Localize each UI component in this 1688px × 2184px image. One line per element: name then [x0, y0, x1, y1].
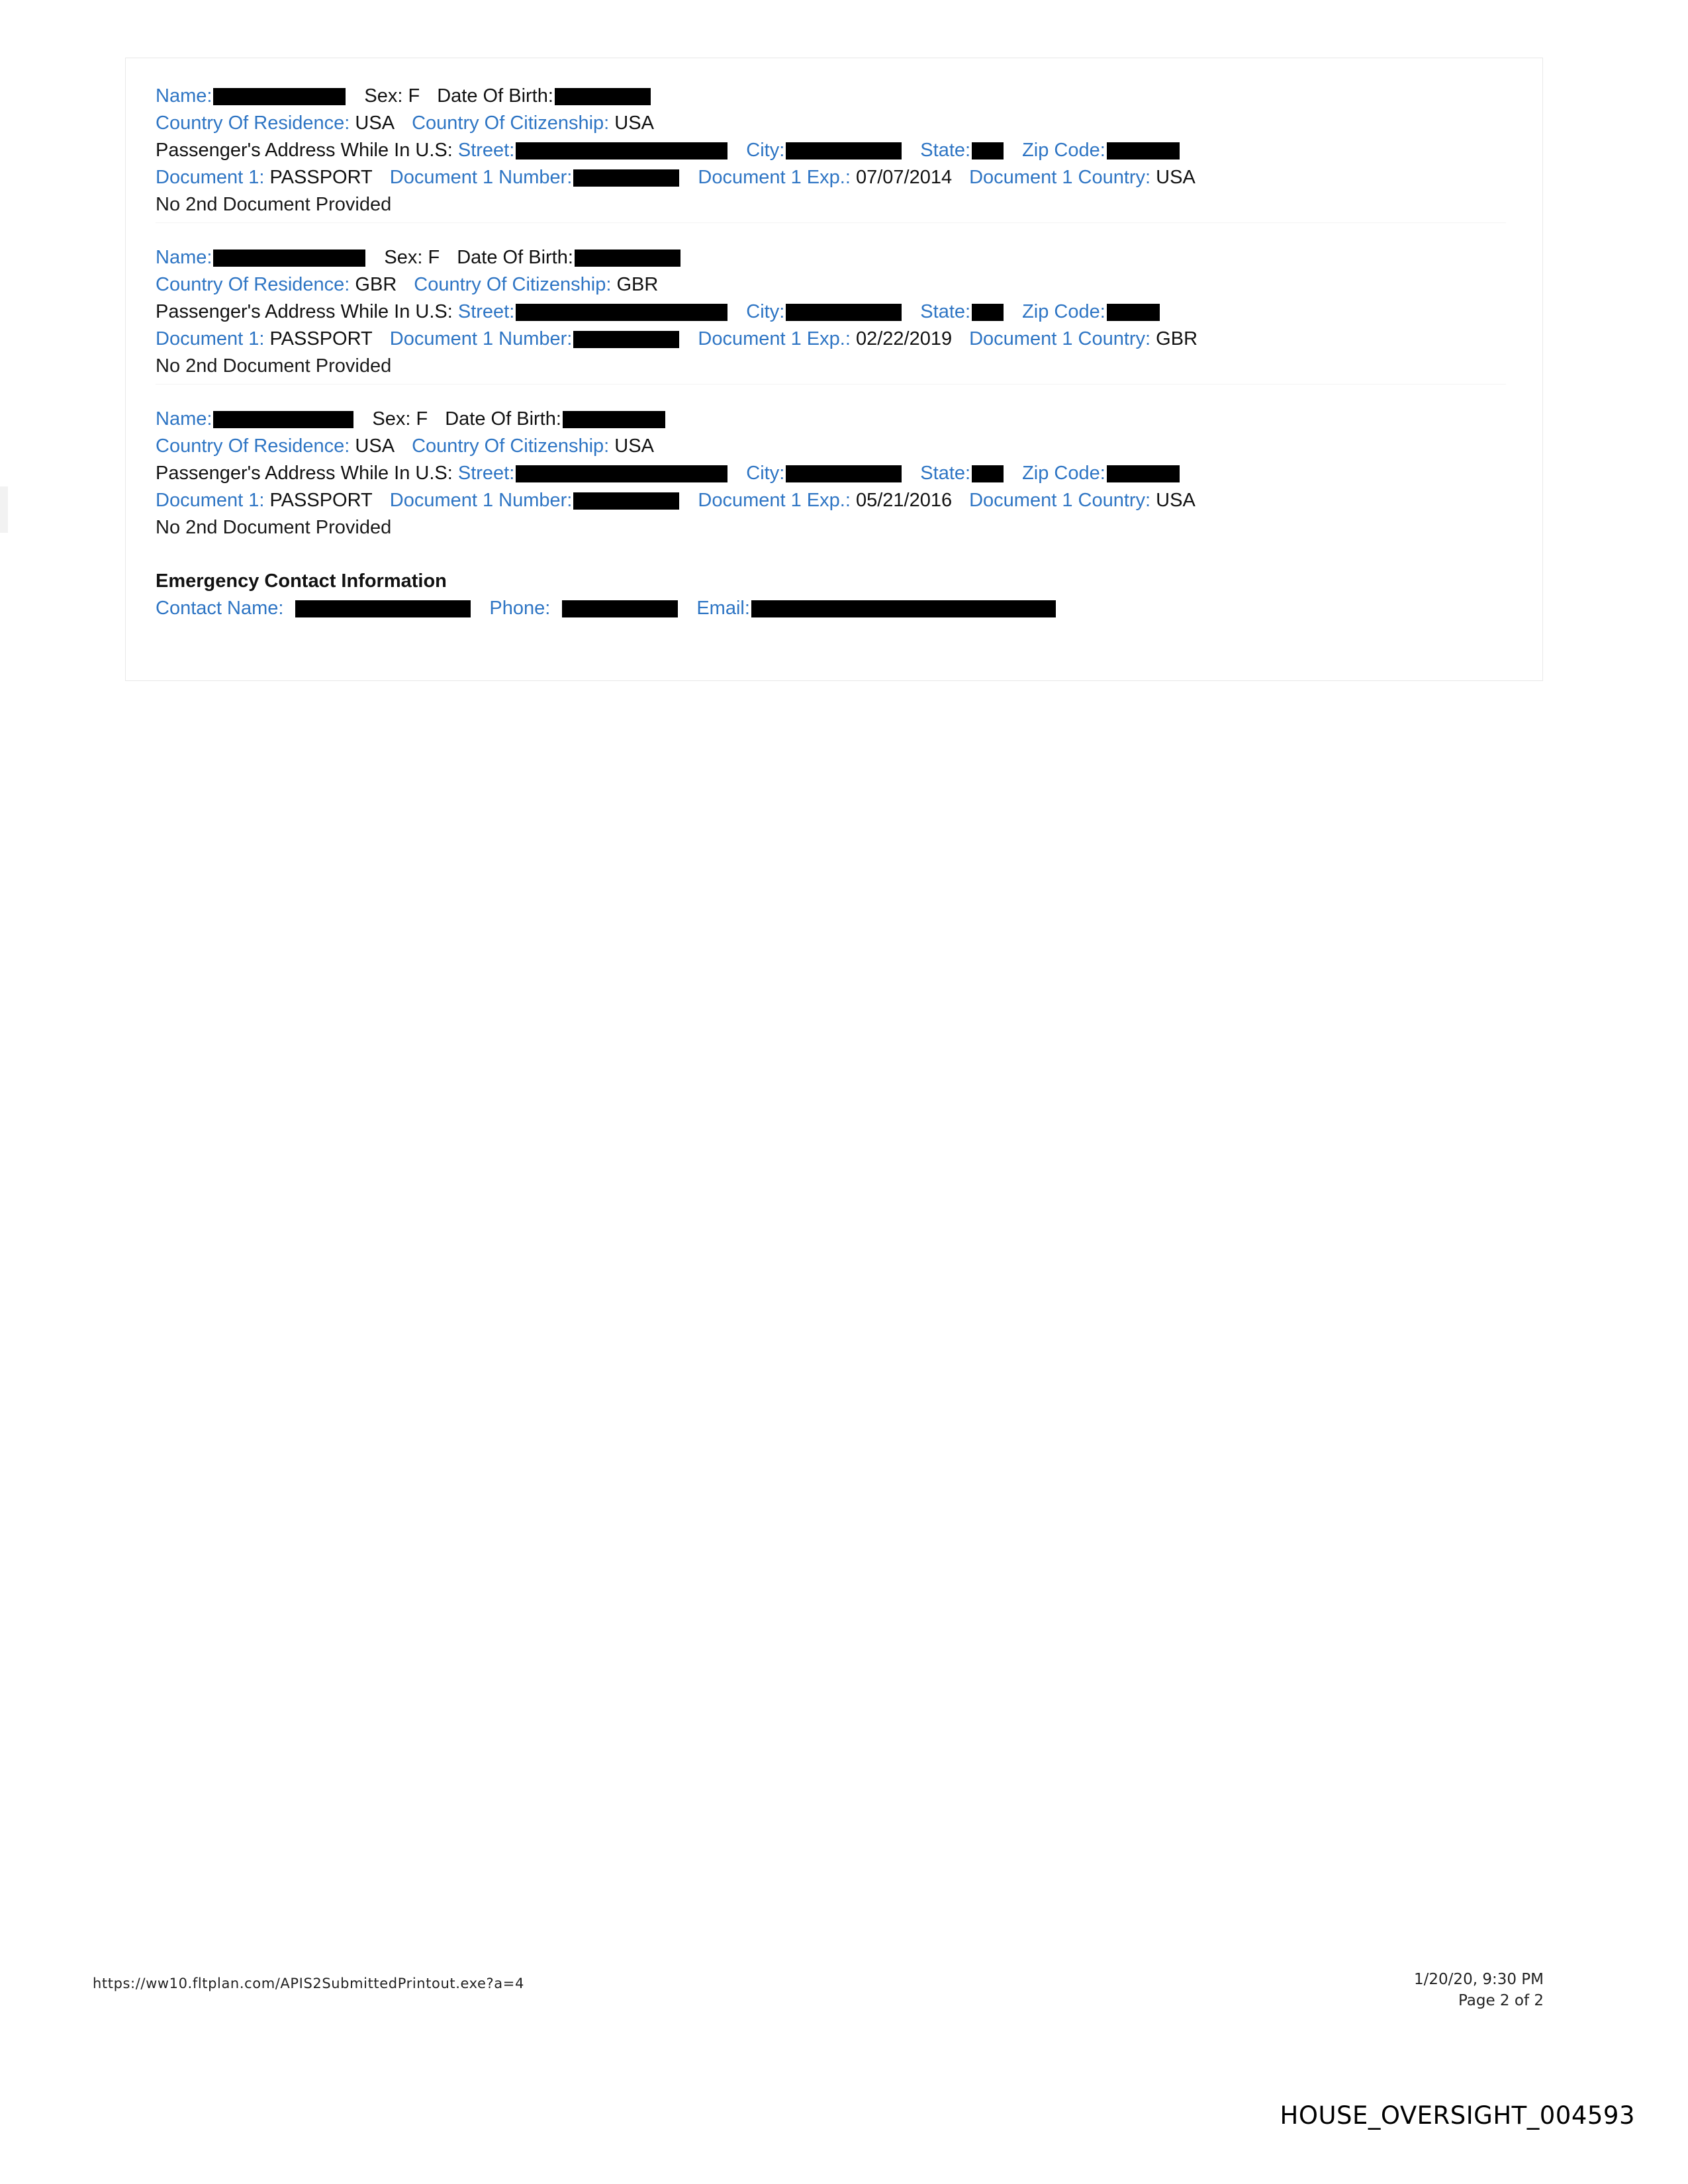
second-document-status: No 2nd Document Provided — [156, 517, 392, 538]
document1-value: PASSPORT — [269, 490, 373, 511]
redaction-bar-zip — [1107, 465, 1180, 482]
bates-number: HOUSE_OVERSIGHT_004593 — [1280, 2101, 1635, 2130]
zip-label: Zip Code: — [1022, 463, 1105, 484]
document1-number-label: Document 1 Number: — [389, 167, 573, 188]
state-label: State: — [920, 140, 971, 161]
document1-exp-label: Document 1 Exp.: — [698, 328, 851, 349]
dob-label: Date Of Birth: — [437, 85, 553, 107]
passenger-address-line — [156, 298, 1506, 326]
document1-country-label: Document 1 Country: — [969, 328, 1151, 349]
redaction-bar-city — [786, 304, 902, 321]
passenger-identity-line — [156, 83, 1506, 110]
state-label: State: — [920, 463, 971, 484]
passenger-block — [156, 83, 1506, 223]
document1-label: Document 1: — [156, 328, 265, 349]
sex-value: F — [428, 247, 440, 268]
passenger-block — [156, 406, 1506, 545]
passenger-block — [156, 244, 1506, 385]
redaction-bar-dob — [563, 411, 665, 428]
residence-value: USA — [355, 113, 395, 134]
city-label: City: — [746, 301, 785, 322]
document1-label: Document 1: — [156, 167, 265, 188]
zip-label: Zip Code: — [1022, 140, 1105, 161]
document1-country-value: USA — [1156, 167, 1196, 188]
redaction-bar-email — [751, 600, 1056, 617]
sex-value: F — [416, 408, 428, 430]
redaction-bar-street — [516, 304, 727, 321]
emergency-contact-line — [156, 595, 1506, 622]
residence-value: GBR — [355, 274, 397, 295]
residence-value: USA — [355, 435, 395, 457]
street-label: Street: — [457, 140, 515, 161]
footer-timestamp: 1/20/20, 9:30 PM — [1414, 1971, 1544, 1988]
passenger-identity-line — [156, 244, 1506, 271]
footer-source-url: https://ww10.fltplan.com/APIS2SubmittedPrintout.exe?a=4 — [93, 1976, 524, 1991]
redaction-bar-state — [972, 304, 1004, 321]
document1-exp-value: 07/07/2014 — [855, 167, 953, 188]
city-label: City: — [746, 463, 785, 484]
citizenship-label: Country Of Citizenship: — [412, 435, 610, 457]
phone-label: Phone: — [489, 598, 551, 619]
redaction-bar-document-number — [573, 331, 679, 348]
passenger-address-line — [156, 137, 1506, 164]
name-label: Name: — [156, 247, 212, 268]
second-document-status: No 2nd Document Provided — [156, 194, 392, 215]
passenger-country-line — [156, 110, 1506, 137]
redaction-bar-dob — [575, 250, 680, 267]
document1-country-value: USA — [1156, 490, 1196, 511]
emergency-contact-section — [156, 570, 1506, 622]
state-label: State: — [920, 301, 971, 322]
citizenship-value: GBR — [616, 274, 659, 295]
citizenship-value: USA — [614, 435, 654, 457]
second-document-status: No 2nd Document Provided — [156, 355, 392, 377]
redaction-bar-state — [972, 465, 1004, 482]
residence-label: Country Of Residence: — [156, 274, 350, 295]
passenger-document-line — [156, 164, 1506, 191]
scan-edge-artifact — [0, 486, 8, 533]
document1-country-label: Document 1 Country: — [969, 490, 1151, 511]
email-label: Email: — [696, 598, 750, 619]
redaction-bar-contact-name — [295, 600, 471, 617]
passenger-document-line — [156, 326, 1506, 353]
sex-label: Sex: — [372, 408, 411, 430]
citizenship-label: Country Of Citizenship: — [414, 274, 612, 295]
footer-meta — [1414, 1969, 1544, 2011]
street-label: Street: — [457, 463, 515, 484]
redaction-bar-zip — [1107, 304, 1160, 321]
address-label: Passenger's Address While In U.S: — [156, 301, 453, 322]
sex-value: F — [408, 85, 420, 107]
passenger-country-line — [156, 433, 1506, 460]
redaction-bar-city — [786, 142, 902, 159]
dob-label: Date Of Birth: — [445, 408, 561, 430]
document1-country-value: GBR — [1156, 328, 1198, 349]
document1-number-label: Document 1 Number: — [389, 490, 573, 511]
document1-number-label: Document 1 Number: — [389, 328, 573, 349]
name-label: Name: — [156, 85, 212, 107]
contact-name-label: Contact Name: — [156, 598, 284, 619]
sex-label: Sex: — [364, 85, 403, 107]
document1-value: PASSPORT — [269, 167, 373, 188]
document1-exp-value: 02/22/2019 — [855, 328, 953, 349]
redaction-bar-name — [213, 411, 353, 428]
document1-exp-value: 05/21/2016 — [855, 490, 953, 511]
zip-label: Zip Code: — [1022, 301, 1105, 322]
redaction-bar-phone — [562, 600, 678, 617]
redaction-bar-document-number — [573, 492, 679, 510]
passenger-address-line — [156, 460, 1506, 487]
name-label: Name: — [156, 408, 212, 430]
passenger-identity-line — [156, 406, 1506, 433]
footer-page-number: Page 2 of 2 — [1458, 1992, 1544, 2009]
redaction-bar-dob — [555, 88, 651, 105]
street-label: Street: — [457, 301, 515, 322]
redaction-bar-state — [972, 142, 1004, 159]
redaction-bar-street — [516, 142, 727, 159]
emergency-contact-title: Emergency Contact Information — [156, 570, 447, 592]
document1-exp-label: Document 1 Exp.: — [698, 490, 851, 511]
document1-value: PASSPORT — [269, 328, 373, 349]
citizenship-value: USA — [614, 113, 654, 134]
passenger-country-line — [156, 271, 1506, 298]
residence-label: Country Of Residence: — [156, 113, 350, 134]
passenger-document-line — [156, 487, 1506, 514]
residence-label: Country Of Residence: — [156, 435, 350, 457]
redaction-bar-document-number — [573, 169, 679, 187]
document1-country-label: Document 1 Country: — [969, 167, 1151, 188]
apis-passenger-manifest — [156, 83, 1506, 622]
dob-label: Date Of Birth: — [457, 247, 573, 268]
address-label: Passenger's Address While In U.S: — [156, 463, 453, 484]
redaction-bar-zip — [1107, 142, 1180, 159]
document1-label: Document 1: — [156, 490, 265, 511]
citizenship-label: Country Of Citizenship: — [412, 113, 610, 134]
redaction-bar-street — [516, 465, 727, 482]
sex-label: Sex: — [384, 247, 423, 268]
redaction-bar-city — [786, 465, 902, 482]
redaction-bar-name — [213, 250, 365, 267]
address-label: Passenger's Address While In U.S: — [156, 140, 453, 161]
city-label: City: — [746, 140, 785, 161]
redaction-bar-name — [213, 88, 346, 105]
document1-exp-label: Document 1 Exp.: — [698, 167, 851, 188]
